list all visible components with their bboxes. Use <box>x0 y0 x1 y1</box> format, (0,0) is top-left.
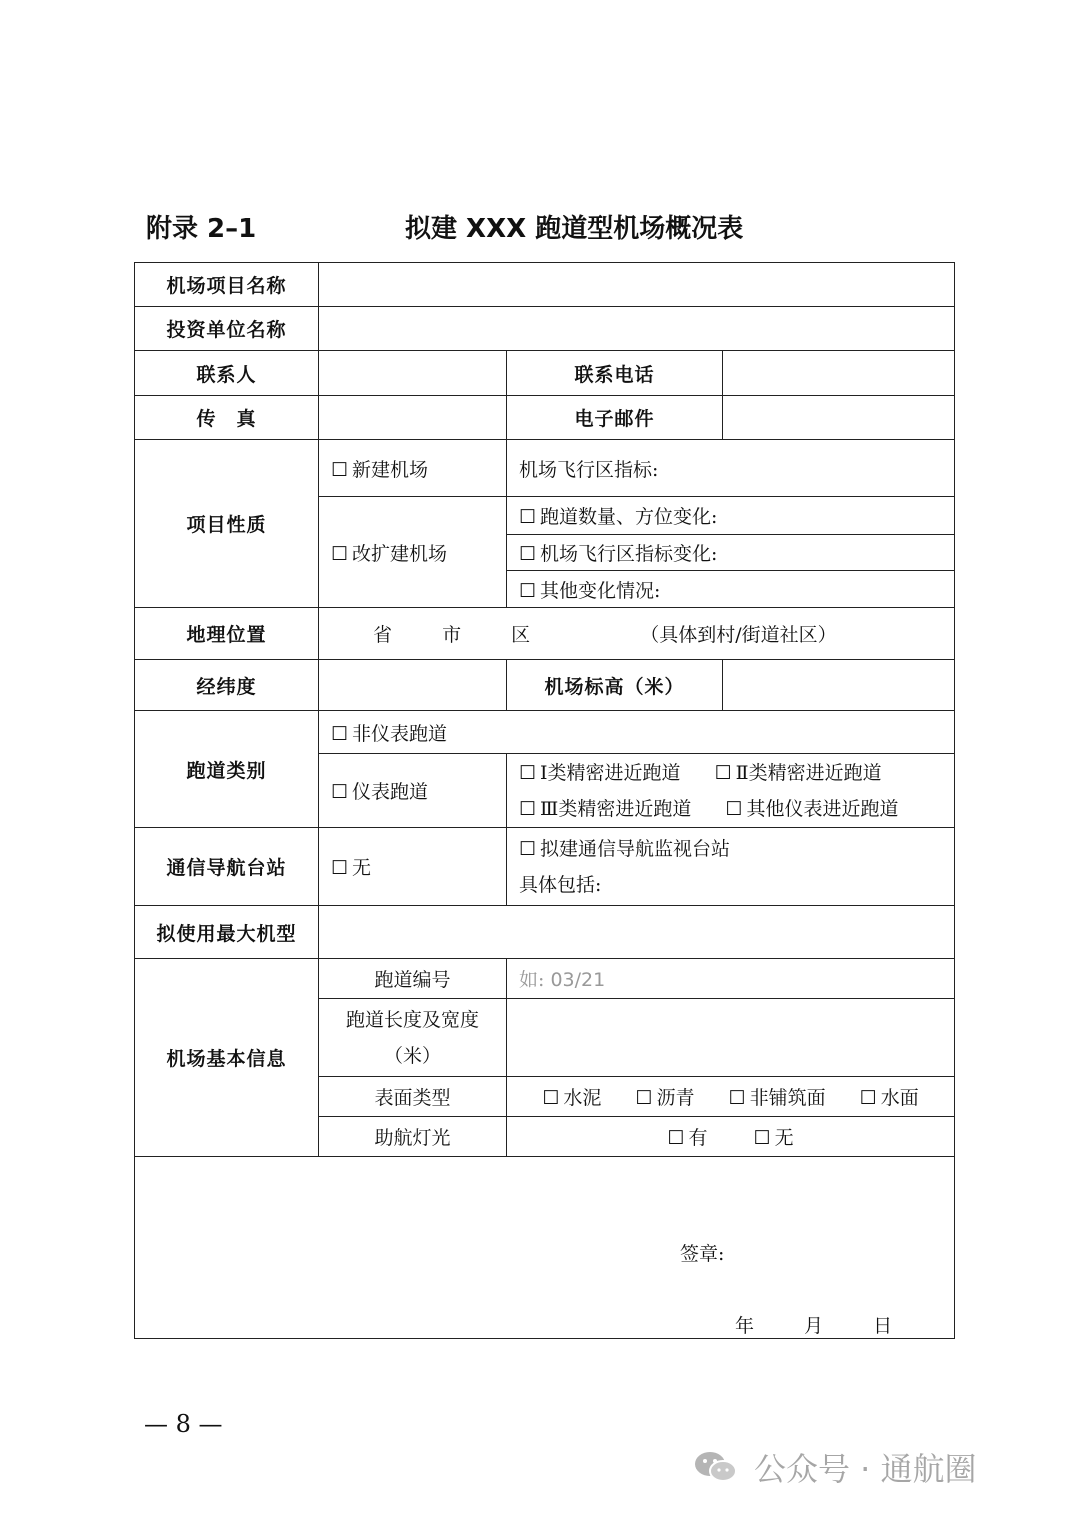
surface-asphalt-text: 沥青 <box>656 1087 695 1109</box>
runway-change-text: 跑道数量、方位变化: <box>540 506 718 528</box>
other-change-text: 其他变化情况: <box>540 579 661 602</box>
coordinates-label: 经纬度 <box>135 660 319 711</box>
other-change-option[interactable] <box>507 571 955 608</box>
new-airport-option[interactable] <box>319 440 507 497</box>
runway-category-label: 跑道类别 <box>135 711 319 828</box>
expand-airport-text: 改扩建机场 <box>352 542 448 565</box>
lighting-yes-option[interactable] <box>667 1127 707 1149</box>
elevation-label: 机场标高（米） <box>507 660 723 711</box>
new-airport-text: 新建机场 <box>352 458 429 481</box>
surface-asphalt-checkbox[interactable]: ☐ <box>635 1087 653 1109</box>
lighting-no-text: 无 <box>774 1127 794 1149</box>
runway-number-field[interactable] <box>507 959 955 999</box>
cat3-checkbox[interactable]: ☐ <box>519 797 537 820</box>
navaid-planned-field[interactable] <box>507 828 955 906</box>
cat2-text: Ⅱ类精密进近跑道 <box>735 761 882 784</box>
lighting-yes-checkbox[interactable]: ☐ <box>667 1127 685 1149</box>
contact-field[interactable] <box>319 351 507 396</box>
coordinates-field[interactable] <box>319 660 507 711</box>
project-nature-label: 项目性质 <box>135 440 319 608</box>
cat3-option[interactable] <box>519 798 691 820</box>
contact-label: 联系人 <box>135 351 319 396</box>
location-detail-hint: （具体到村/街道社区） <box>640 624 837 646</box>
fax-field[interactable] <box>319 396 507 440</box>
email-label: 电子邮件 <box>507 396 723 440</box>
navaid-label: 通信导航台站 <box>135 828 319 906</box>
navaid-none-checkbox[interactable]: ☐ <box>331 857 349 879</box>
surface-water-checkbox[interactable]: ☐ <box>859 1087 877 1109</box>
location-field[interactable] <box>319 608 955 660</box>
navaid-planned-checkbox[interactable]: ☐ <box>519 837 537 860</box>
index-change-option[interactable] <box>507 535 955 571</box>
surface-unpaved-option[interactable] <box>729 1087 826 1109</box>
page-number: — 8 — <box>144 1410 223 1438</box>
new-airport-checkbox[interactable]: ☐ <box>331 458 349 481</box>
non-instrument-option[interactable] <box>319 711 955 754</box>
other-instrument-checkbox[interactable]: ☐ <box>725 797 743 820</box>
surface-cement-text: 水泥 <box>563 1087 602 1109</box>
surface-water-option[interactable] <box>860 1087 919 1109</box>
day-text: 日 <box>873 1315 893 1337</box>
other-change-checkbox[interactable]: ☐ <box>519 579 537 602</box>
lighting-no-option[interactable] <box>754 1127 794 1149</box>
surface-type-options <box>507 1077 955 1117</box>
max-aircraft-field[interactable] <box>319 906 955 959</box>
runway-change-checkbox[interactable]: ☐ <box>519 506 537 528</box>
surface-cement-option[interactable] <box>542 1087 601 1109</box>
navaid-none-text: 无 <box>352 857 372 879</box>
signature-label: 签章: <box>680 1243 725 1265</box>
month-text: 月 <box>804 1315 824 1337</box>
watermark <box>692 1444 977 1490</box>
airport-overview-form <box>134 262 955 1339</box>
signature-date <box>735 1311 936 1338</box>
runway-size-label-line2: （米） <box>383 1044 441 1067</box>
runway-size-label-line1: 跑道长度及宽度 <box>345 1008 479 1031</box>
other-instrument-text: 其他仪表进近跑道 <box>746 797 899 820</box>
lighting-options <box>507 1117 955 1157</box>
city-text: 市 <box>442 624 462 646</box>
expand-airport-checkbox[interactable]: ☐ <box>331 542 349 565</box>
basic-info-label: 机场基本信息 <box>135 959 319 1157</box>
airfield-index-text: 机场飞行区指标: <box>519 458 659 481</box>
wechat-icon <box>692 1450 740 1484</box>
year-text: 年 <box>735 1315 755 1337</box>
expand-airport-option[interactable] <box>319 497 507 608</box>
runway-number-hint-prefix: 如: <box>519 969 545 991</box>
runway-size-field[interactable] <box>507 999 955 1077</box>
navaid-planned-text: 拟建通信导航监视台站 <box>540 837 731 860</box>
surface-unpaved-checkbox[interactable]: ☐ <box>728 1087 746 1109</box>
province-text: 省 <box>373 624 393 646</box>
runway-change-option[interactable] <box>507 497 955 535</box>
instrument-checkbox[interactable]: ☐ <box>331 781 349 803</box>
watermark-text: 公众号 · 通航圈 <box>754 1450 977 1488</box>
phone-label: 联系电话 <box>507 351 723 396</box>
cat1-option[interactable] <box>519 762 681 784</box>
form-title: 拟建 XXX 跑道型机场概况表 <box>405 214 744 244</box>
surface-cement-checkbox[interactable]: ☐ <box>542 1087 560 1109</box>
cat1-checkbox[interactable]: ☐ <box>519 761 537 784</box>
cat2-checkbox[interactable]: ☐ <box>714 761 732 784</box>
non-instrument-text: 非仪表跑道 <box>352 722 448 745</box>
phone-field[interactable] <box>723 351 955 396</box>
surface-type-label: 表面类型 <box>319 1077 507 1117</box>
lighting-no-checkbox[interactable]: ☐ <box>753 1127 771 1149</box>
surface-water-text: 水面 <box>880 1087 919 1109</box>
runway-number-hint: 03/21 <box>550 969 606 991</box>
navaid-includes-text: 具体包括: <box>519 873 602 896</box>
runway-number-label: 跑道编号 <box>319 959 507 999</box>
instrument-option[interactable] <box>319 754 507 828</box>
email-field[interactable] <box>723 396 955 440</box>
lighting-yes-text: 有 <box>688 1127 708 1149</box>
runway-size-label <box>319 999 507 1077</box>
navaid-none-option[interactable] <box>319 828 507 906</box>
non-instrument-checkbox[interactable]: ☐ <box>331 722 349 745</box>
cat2-option[interactable] <box>715 762 882 784</box>
signature-area[interactable] <box>135 1157 955 1339</box>
fax-label: 传 真 <box>135 396 319 440</box>
cat1-text: Ⅰ类精密进近跑道 <box>540 761 681 784</box>
surface-asphalt-option[interactable] <box>635 1087 694 1109</box>
other-instrument-option[interactable] <box>725 798 898 820</box>
max-aircraft-label: 拟使用最大机型 <box>135 906 319 959</box>
project-name-label: 机场项目名称 <box>135 263 319 307</box>
document-heading <box>146 208 956 248</box>
index-change-checkbox[interactable]: ☐ <box>519 543 537 565</box>
project-name-field[interactable] <box>319 263 955 307</box>
elevation-field[interactable] <box>723 660 955 711</box>
district-text: 区 <box>511 624 531 646</box>
investor-name-field[interactable] <box>319 307 955 351</box>
surface-unpaved-text: 非铺筑面 <box>749 1087 826 1109</box>
instrument-text: 仪表跑道 <box>352 781 429 803</box>
location-label: 地理位置 <box>135 608 319 660</box>
index-change-text: 机场飞行区指标变化: <box>540 543 718 565</box>
cat3-text: Ⅲ类精密进近跑道 <box>540 797 692 820</box>
lighting-label: 助航灯光 <box>319 1117 507 1157</box>
instrument-subtypes <box>507 754 955 828</box>
investor-name-label: 投资单位名称 <box>135 307 319 351</box>
appendix-number: 附录 2–1 <box>146 214 257 244</box>
airfield-index-field[interactable] <box>507 440 955 497</box>
